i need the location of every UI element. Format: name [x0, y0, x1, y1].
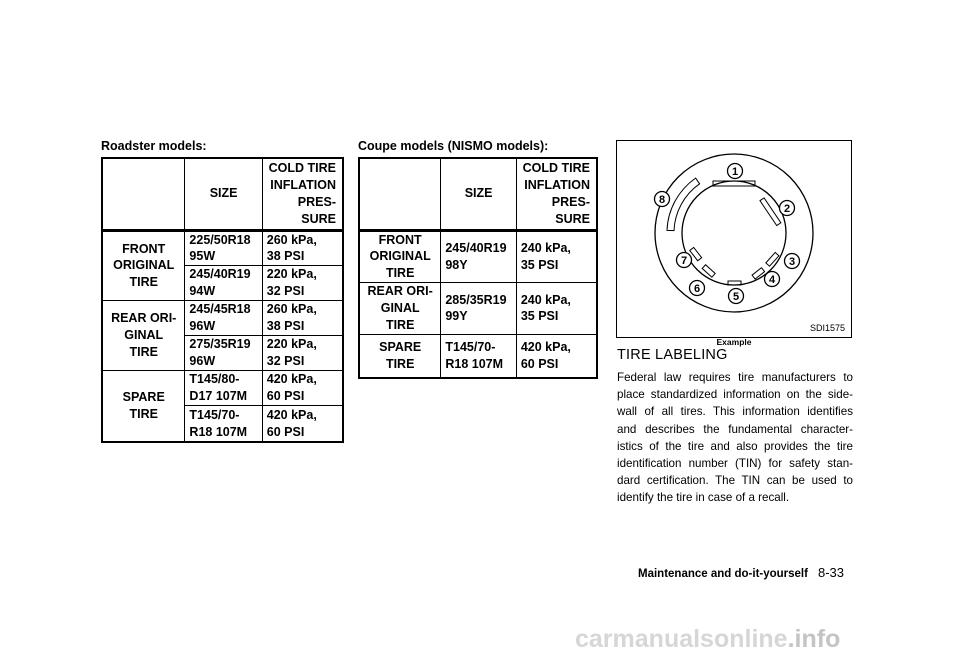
header-cold-tire-pressure	[262, 158, 343, 230]
header-line: COLD TIRE	[268, 161, 336, 175]
page-footer	[638, 565, 844, 580]
callout-number: 3	[788, 256, 796, 268]
callout-number: 6	[693, 283, 701, 295]
pressure-cell	[516, 230, 597, 283]
size-line: 285/35R19	[445, 292, 507, 307]
table-row	[102, 230, 343, 266]
pressure-cell	[262, 230, 343, 266]
callout-number: 4	[768, 274, 776, 286]
body-line: identification number (TIN) for safety stan-	[617, 457, 853, 471]
pressure-cell	[262, 371, 343, 406]
callout-number: 5	[732, 291, 740, 303]
body-line: istics of the tire and also provides the tire	[617, 439, 853, 453]
watermark	[575, 625, 840, 654]
pressure-line: 220 kPa,	[266, 267, 317, 282]
pressure-line: 420 kPa,	[266, 372, 317, 387]
pressure-line: 32 PSI	[266, 284, 305, 299]
label-3-box	[766, 252, 779, 266]
size-line: 96W	[189, 319, 216, 334]
callout-number: 1	[731, 166, 739, 178]
header-line: COLD TIRE	[522, 161, 590, 175]
pressure-line: 260 kPa,	[266, 232, 317, 247]
label-line: REAR ORI-	[111, 311, 177, 326]
label-line: FRONT	[122, 241, 166, 256]
label-line: SPARE	[379, 340, 422, 355]
pressure-line: 420 kPa,	[520, 340, 571, 355]
table-row	[102, 371, 343, 406]
pressure-cell	[262, 301, 343, 336]
tire-size-cell	[441, 334, 516, 378]
tire-position-label	[102, 230, 185, 301]
section-body	[617, 369, 853, 507]
label-line: GINAL	[124, 328, 164, 343]
size-line: 98Y	[445, 257, 468, 272]
roadster-heading: Roadster models:	[101, 139, 207, 153]
tire-label-figure	[616, 140, 852, 338]
tire-size-cell	[185, 301, 262, 336]
size-line: 99Y	[445, 309, 468, 324]
page-number: 8-33	[817, 565, 844, 580]
pressure-line: 32 PSI	[266, 354, 305, 369]
body-line: place standardized information on the side-	[617, 388, 853, 402]
tire-sidewall-diagram	[617, 141, 851, 337]
tire-size-cell	[185, 230, 262, 266]
callout-number: 8	[658, 194, 666, 206]
header-blank	[102, 158, 185, 230]
size-line: R18 107M	[445, 357, 504, 371]
tire-size-cell	[185, 371, 262, 406]
size-line: T145/70-	[445, 340, 496, 355]
coupe-heading: Coupe models (NISMO models):	[358, 139, 549, 153]
tire-position-label	[359, 283, 441, 335]
tire-size-cell	[441, 283, 516, 335]
roadster-tire-table	[101, 157, 344, 443]
table-row	[359, 283, 597, 335]
callout-number: 7	[680, 255, 688, 267]
coupe-tire-table	[358, 157, 598, 379]
label-line: TIRE	[385, 266, 415, 281]
figure-caption: Example	[716, 337, 752, 347]
label-line: TIRE	[129, 407, 158, 421]
header-cold-tire-pressure	[516, 158, 597, 230]
table-row	[102, 301, 343, 336]
label-line: TIRE	[129, 275, 158, 290]
pressure-line: 60 PSI	[520, 357, 559, 371]
tire-size-cell	[185, 336, 262, 371]
pressure-cell	[516, 283, 597, 335]
tire-position-label	[359, 334, 441, 378]
label-line: TIRE	[129, 345, 158, 360]
header-line: PRES-	[551, 194, 590, 209]
label-line: SPARE	[122, 390, 165, 405]
tire-position-label	[102, 371, 185, 442]
table-row	[359, 230, 597, 283]
size-line: R18 107M	[189, 424, 248, 439]
tire-rim-circle	[682, 181, 786, 285]
size-line: 95W	[189, 249, 216, 264]
pressure-line: 60 PSI	[266, 424, 305, 439]
label-line: ORIGINAL	[113, 258, 175, 273]
pressure-cell	[262, 336, 343, 371]
watermark-name: carmanualsonline	[575, 625, 788, 653]
tire-position-label	[102, 301, 185, 371]
header-line: INFLATION	[270, 177, 336, 192]
label-line: ORIGINAL	[369, 249, 431, 264]
footer-section-name: Maintenance and do-it-yourself	[638, 568, 808, 580]
size-line: 225/50R18	[189, 232, 251, 247]
pressure-line: 38 PSI	[266, 249, 305, 264]
body-line: and describes the fundamental character-	[617, 422, 853, 436]
pressure-cell	[262, 406, 343, 442]
tire-size-cell	[185, 266, 262, 301]
header-line: SURE	[301, 211, 336, 226]
watermark-tld: .info	[787, 625, 841, 653]
size-line: 245/45R18	[189, 302, 251, 317]
pressure-line: 220 kPa,	[266, 337, 317, 352]
size-line: T145/70-	[189, 407, 240, 422]
size-line: T145/80-	[189, 372, 240, 387]
header-size: SIZE	[441, 158, 516, 230]
pressure-line: 38 PSI	[266, 319, 305, 334]
size-line: 245/40R19	[189, 267, 251, 282]
table-header-row	[359, 158, 597, 230]
table-header-row	[102, 158, 343, 230]
figure-code: SDI1575	[809, 323, 845, 333]
header-line: INFLATION	[524, 177, 590, 192]
label-line: FRONT	[378, 232, 422, 247]
section-title: TIRE LABELING	[617, 347, 728, 363]
pressure-line: 60 PSI	[266, 389, 305, 404]
body-line: identify the tire in case of a recall.	[617, 491, 790, 505]
header-size: SIZE	[185, 158, 262, 230]
pressure-line: 35 PSI	[520, 309, 559, 324]
body-line: Federal law requires tire manufacturers to	[617, 371, 853, 384]
header-line: PRES-	[297, 194, 336, 209]
label-line: GINAL	[380, 301, 420, 315]
label-4-box	[752, 268, 765, 279]
size-line: D17 107M	[189, 389, 248, 404]
pressure-cell	[262, 266, 343, 301]
label-line: TIRE	[385, 317, 415, 332]
pressure-line: 260 kPa,	[266, 302, 317, 317]
header-blank	[359, 158, 441, 230]
callout-number: 2	[783, 203, 791, 215]
tire-size-cell	[185, 406, 262, 442]
size-line: 245/40R19	[445, 240, 507, 255]
size-line: 275/35R19	[189, 337, 251, 352]
label-2-box	[760, 198, 781, 226]
size-line: 96W	[189, 354, 216, 369]
header-line: SURE	[555, 211, 590, 226]
pressure-line: 240 kPa,	[520, 292, 571, 307]
size-line: 94W	[189, 284, 216, 299]
label-line: REAR ORI-	[367, 284, 433, 299]
tire-position-label	[359, 230, 441, 283]
pressure-line: 420 kPa,	[266, 407, 317, 422]
body-line: wall of all tires. This information identifies	[617, 405, 853, 419]
label-line: TIRE	[385, 357, 415, 371]
pressure-cell	[516, 334, 597, 378]
body-line: dard certification. The TIN can be used to	[617, 474, 853, 488]
tire-size-cell	[441, 230, 516, 283]
pressure-line: 240 kPa,	[520, 240, 571, 255]
table-row	[359, 334, 597, 378]
pressure-line: 35 PSI	[520, 257, 559, 272]
